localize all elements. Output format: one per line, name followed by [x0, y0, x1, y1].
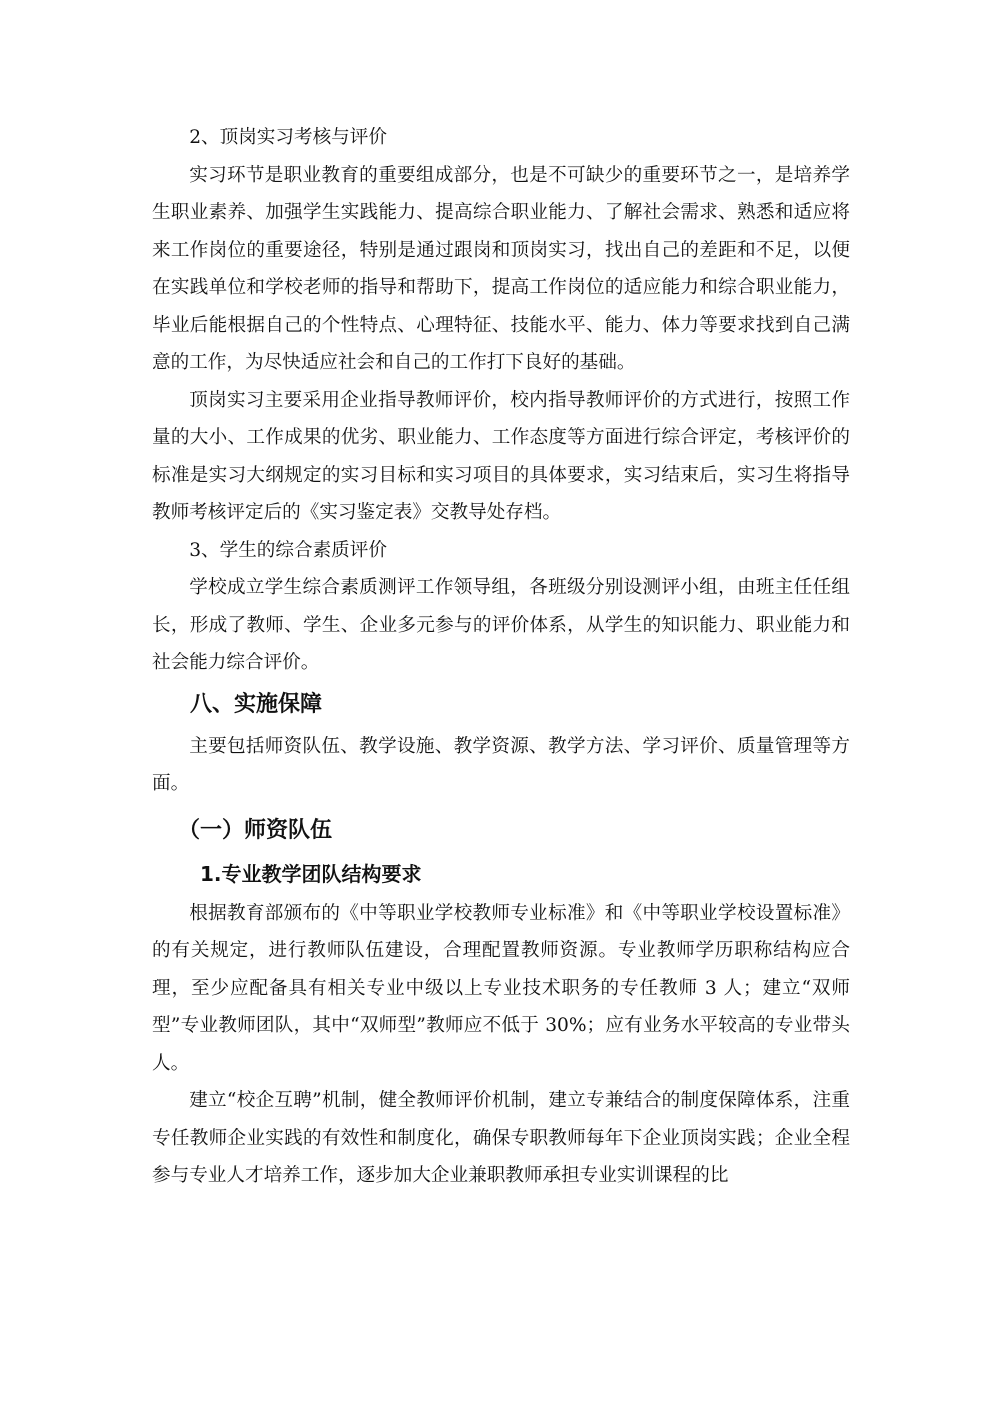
- paragraph-internship-evaluation: 顶岗实习主要采用企业指导教师评价，校内指导教师评价的方式进行，按照工作量的大小、工作成果的优劣、职业能力、工作态度等方面进行综合评定，考核评价的标准是实习大纲规定的实习目标和实习项目的具体要求，实习结束后，实习生将指导教师考核评定后的《实习鉴定表》交教导处存档。: [152, 389, 850, 523]
- paragraph-quality-evaluation: 学校成立学生综合素质测评工作领导组，各班级分别设测评小组，由班主任任组长，形成了教师、学生、企业多元参与的评价体系，从学生的知识能力、职业能力和社会能力综合评价。: [152, 577, 850, 673]
- paragraph-guarantee-scope: 主要包括师资队伍、教学设施、教学资源、教学方法、学习评价、质量管理等方面。: [152, 735, 850, 794]
- heading-comprehensive-quality: 3、学生的综合素质评价: [189, 539, 387, 561]
- paragraph-team-requirements: 根据教育部颁布的《中等职业学校教师专业标准》和《中等职业学校设置标准》的有关规定，进行教师队伍建设，合理配置教师资源。专业教师学历职称结构应合理，至少应配备具有相关专业中级以上专业技术职务的专任教师 3 人；建立“双师型”专业教师团队，其中“双师型”教师应不低于 30%；应有业务水平较高的专业带头人。: [152, 902, 850, 1074]
- paragraph-internship-importance: 实习环节是职业教育的重要组成部分，也是不可缺少的重要环节之一，是培养学生职业素养、加强学生实践能力、提高综合职业能力、了解社会需求、熟悉和适应将来工作岗位的重要途径，特别是通过跟岗和顶岗实习，找出自己的差距和不足，以便在实践单位和学校老师的指导和帮助下，提高工作岗位的适应能力和综合职业能力，毕业后能根据自己的个性特点、心理特征、技能水平、能力、体力等要求找到自己满意的工作，为尽快适应社会和自己的工作打下良好的基础。: [152, 164, 850, 373]
- subsection-title-faculty: （一）师资队伍: [178, 817, 333, 843]
- document-page: [152, 119, 850, 1195]
- heading-internship-assessment: 2、顶岗实习考核与评价: [189, 127, 387, 148]
- paragraph-school-enterprise-mechanism: 建立“校企互聘”机制，健全教师评价机制，建立专兼结合的制度保障体系，注重专任教师企业实践的有效性和制度化，确保专职教师每年下企业顶岗实践；企业全程参与专业人才培养工作，逐步加大企业兼职教师承担专业实训课程的比: [152, 1090, 850, 1186]
- section-title-implementation-guarantee: 八、实施保障: [190, 691, 323, 717]
- subsubsection-title-team-structure: 1.专业教学团队结构要求: [200, 861, 422, 886]
